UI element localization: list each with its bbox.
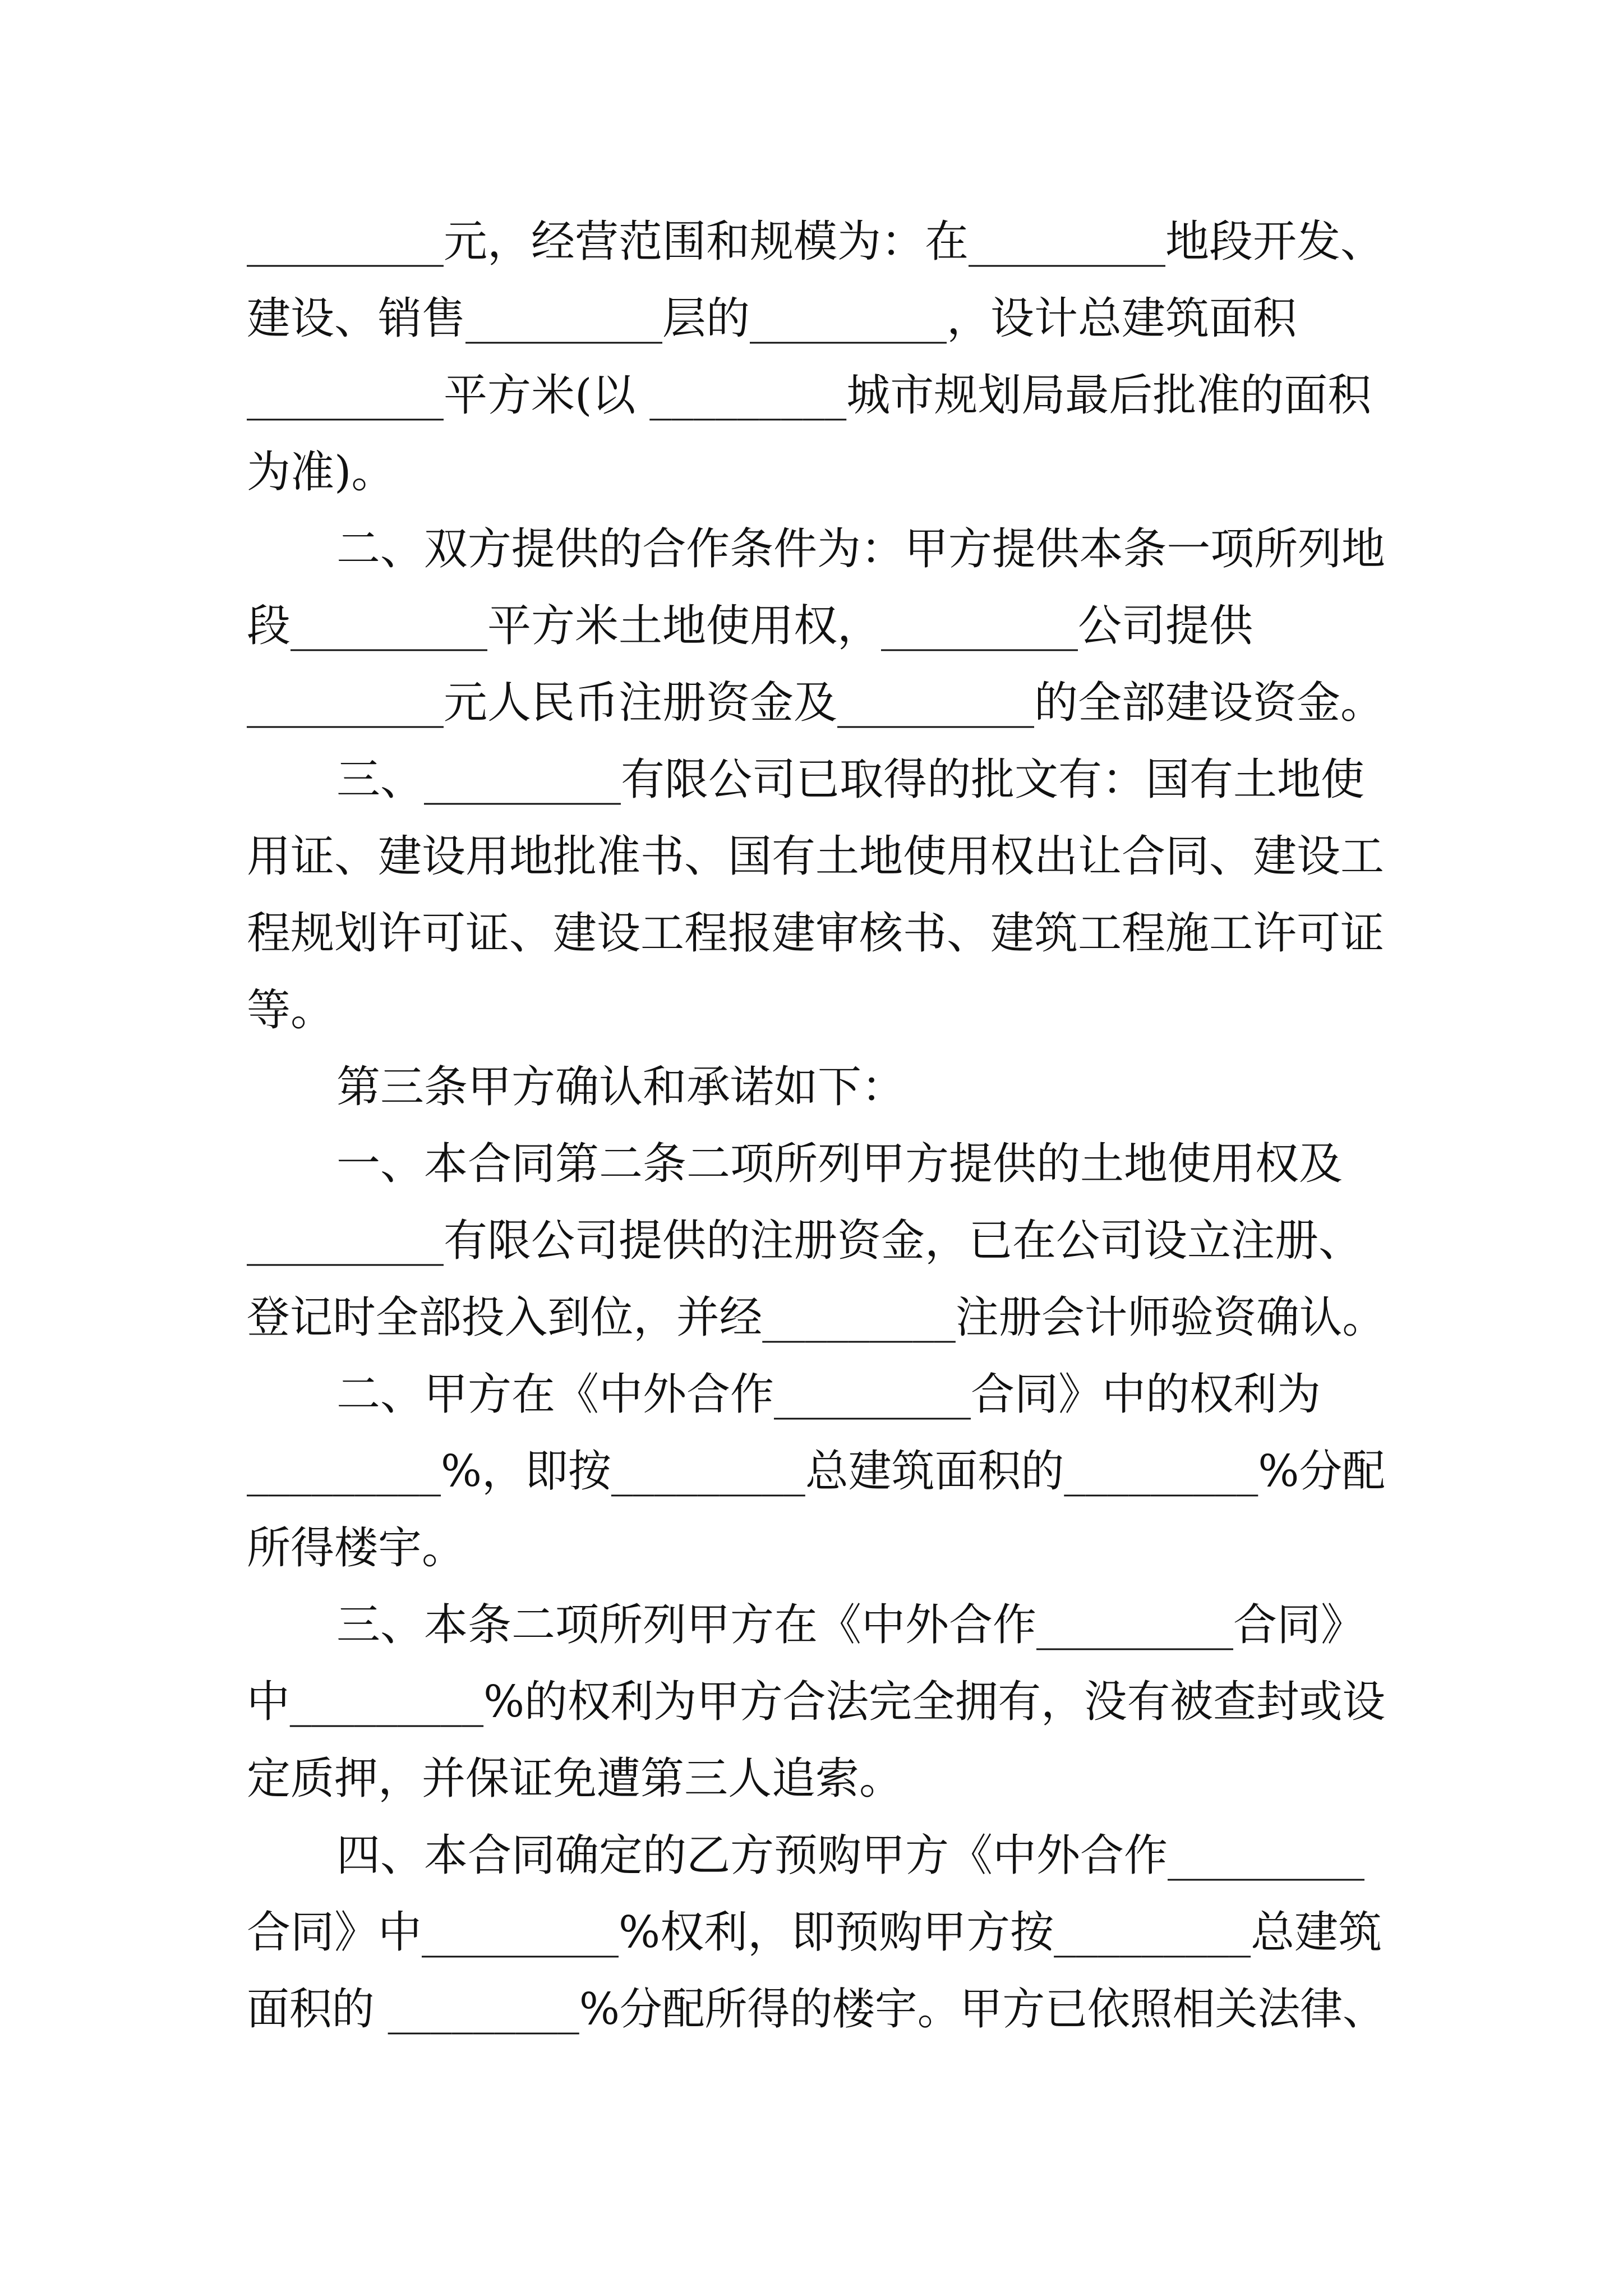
- text-line: [0, 891, 1623, 976]
- text-line: [0, 1429, 1623, 1513]
- line-text: 二、甲方在《中外合作_________合同》中的权利为: [336, 1369, 1321, 1420]
- text-line: [0, 738, 1623, 822]
- text-line: [0, 815, 1623, 899]
- text-line: [0, 277, 1623, 361]
- line-text: _________平方米(以 _________城市规划局最后批准的面积: [247, 370, 1372, 421]
- text-line: [0, 1276, 1623, 1360]
- text-line: [0, 661, 1623, 745]
- line-text: 四、本合同确定的乙方预购甲方《中外合作_________: [336, 1830, 1365, 1881]
- line-text: 程规划许可证、建设工程报建审核书、建筑工程施工许可证: [247, 908, 1385, 959]
- line-text: 三、_________有限公司已取得的批文有：国有土地使: [336, 754, 1365, 805]
- line-text: 第三条甲方确认和承诺如下：: [336, 1062, 906, 1112]
- text-line: [0, 1660, 1623, 1744]
- line-text: 所得楼宇。: [247, 1523, 466, 1573]
- text-line: [0, 1352, 1623, 1437]
- text-line: [0, 1583, 1623, 1667]
- line-text: 合同》中_________%权利，即预购甲方按_________总建筑: [247, 1907, 1382, 1958]
- line-text: 为准)。: [247, 447, 395, 498]
- line-text: 中_________%的权利为甲方合法完全拥有，没有被查封或设: [247, 1677, 1386, 1727]
- line-text: 用证、建设用地批准书、国有土地使用权出让合同、建设工: [247, 831, 1385, 882]
- line-text: _________元，经营范围和规模为：在_________地段开发、: [247, 217, 1385, 267]
- section-heading: [0, 1045, 1623, 1129]
- line-text: 等。: [247, 985, 335, 1036]
- line-text: 面积的 _________%分配所得的楼宇。甲方已依照相关法律、: [247, 1984, 1385, 2035]
- line-text: 二、双方提供的合作条件为：甲方提供本条一项所列地: [336, 524, 1385, 574]
- line-text: 登记时全部投入到位，并经_________注册会计师验资确认。: [247, 1292, 1386, 1343]
- text-line: [0, 430, 1623, 514]
- text-line: [0, 1737, 1623, 1821]
- line-text: _________%，即按_________总建筑面积的_________%分配: [247, 1446, 1386, 1497]
- text-line: [0, 1890, 1623, 1975]
- text-line: [0, 1506, 1623, 1590]
- text-line: [0, 353, 1623, 438]
- line-text: 一、本合同第二条二项所列甲方提供的土地使用权及: [336, 1139, 1343, 1189]
- line-text: 段_________平方米土地使用权，_________公司提供: [247, 601, 1253, 651]
- text-line: [0, 968, 1623, 1052]
- text-line: [0, 1967, 1623, 2051]
- line-text: 三、本条二项所列甲方在《中外合作_________合同》: [336, 1600, 1365, 1650]
- text-line: [0, 1122, 1623, 1206]
- text-line: [0, 1199, 1623, 1283]
- line-text: 建设、销售_________层的_________，设计总建筑面积: [247, 293, 1297, 344]
- line-text: _________有限公司提供的注册资金，已在公司设立注册、: [247, 1216, 1363, 1266]
- text-line: [0, 507, 1623, 591]
- text-line: [0, 1814, 1623, 1898]
- text-line: [0, 584, 1623, 668]
- text-line: [0, 200, 1623, 284]
- line-text: 定质押，并保证免遭第三人追索。: [247, 1754, 903, 1804]
- line-text: _________元人民币注册资金及_________的全部建设资金。: [247, 678, 1385, 728]
